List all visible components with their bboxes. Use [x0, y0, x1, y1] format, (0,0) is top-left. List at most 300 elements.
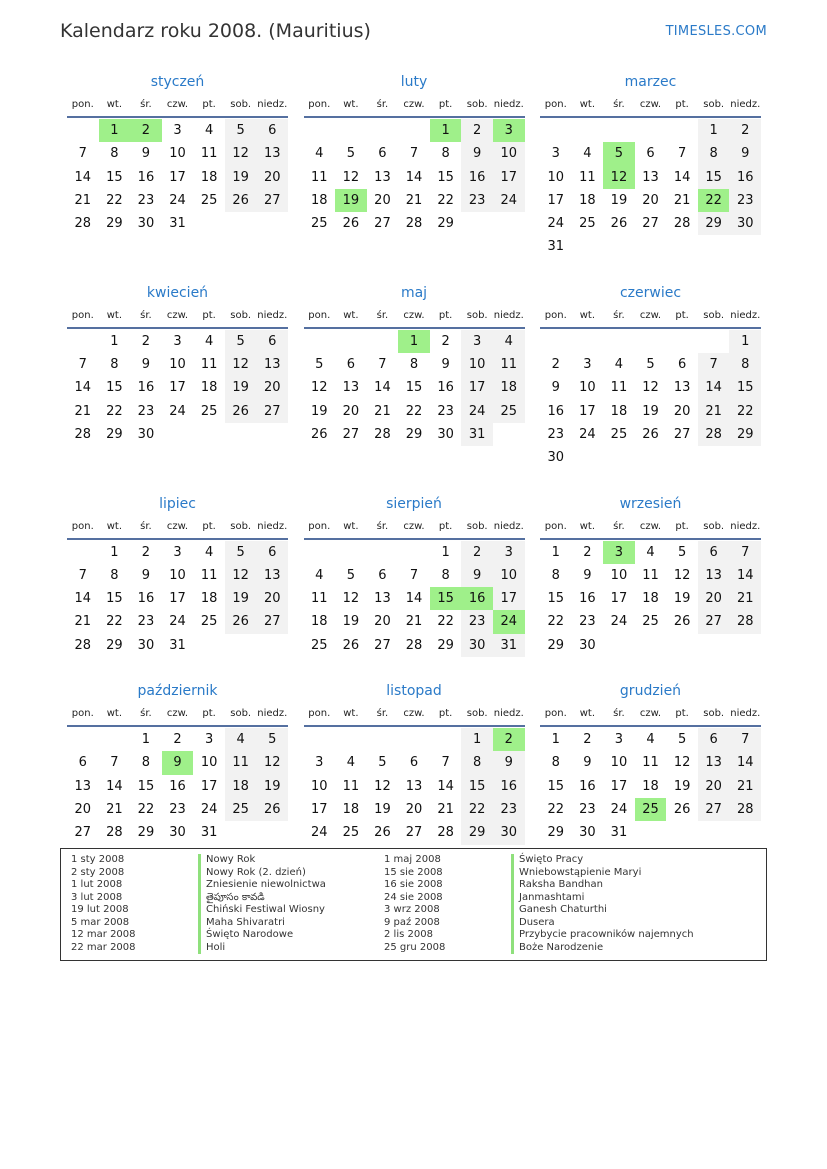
day-cell: 10 [547, 169, 565, 185]
weekday-label: czw. [639, 309, 662, 321]
day-cell: 10 [461, 353, 493, 376]
empty-cell [304, 330, 336, 353]
day-cell: 31 [493, 634, 525, 657]
holiday-name: Ganesh Chaturthi [511, 904, 694, 917]
day-cell: 18 [342, 801, 360, 817]
empty-cell [162, 423, 194, 446]
week-row [540, 798, 761, 821]
day-cell: 20 [698, 775, 730, 798]
day-cell: 18 [579, 192, 596, 208]
day-cell: 16 [137, 591, 155, 607]
holiday-day-cell: 19 [335, 189, 367, 212]
week-row [304, 330, 525, 353]
day-cell: 13 [256, 142, 288, 165]
day-cell: 6 [256, 119, 288, 142]
week-row [540, 400, 761, 423]
weekday-label: czw. [639, 708, 662, 720]
weekday-label: pon. [544, 520, 567, 532]
weekday-label: niedz. [257, 309, 288, 321]
day-cell: 23 [169, 801, 186, 817]
day-cell: 26 [673, 614, 691, 630]
month-row [67, 492, 761, 657]
weekday-label: pt. [438, 99, 453, 110]
empty-cell [335, 728, 367, 751]
day-cell: 2 [729, 119, 761, 142]
month-9 [540, 492, 761, 657]
day-cell: 14 [405, 591, 423, 607]
holiday-day-cell: 1 [99, 119, 131, 142]
empty-cell [225, 821, 257, 844]
day-cell: 10 [493, 142, 525, 165]
week-row [67, 119, 288, 142]
day-cell: 20 [405, 801, 423, 817]
weekday-label: pon. [308, 708, 331, 720]
day-cell: 30 [169, 825, 186, 841]
empty-cell [67, 541, 99, 564]
day-cell: 6 [256, 330, 288, 353]
holiday-date: 12 mar 2008 [71, 929, 136, 940]
day-cell: 7 [78, 357, 87, 373]
day-cell: 15 [405, 380, 423, 396]
empty-cell [99, 728, 131, 751]
day-cell: 26 [342, 637, 360, 653]
weekday-label: sob. [703, 520, 725, 532]
day-cell: 13 [405, 778, 423, 794]
day-cell: 19 [225, 376, 257, 399]
day-cell: 2 [141, 333, 151, 349]
week-row [540, 634, 761, 657]
empty-cell [256, 634, 288, 657]
week-row [540, 423, 761, 446]
weekday-label: niedz. [257, 99, 288, 110]
weekday-label: sob. [466, 708, 488, 720]
month-3 [540, 70, 761, 259]
weekday-label: pt. [675, 99, 689, 110]
day-cell: 25 [610, 426, 628, 442]
day-cell: 21 [729, 587, 761, 610]
weekday-label: pt. [438, 309, 453, 321]
day-cell: 20 [74, 801, 92, 817]
month-name: październik [137, 683, 218, 700]
weekday-label: sob. [466, 309, 488, 321]
day-cell: 6 [698, 728, 730, 751]
weekday-label: niedz. [493, 520, 524, 532]
day-cell: 27 [342, 426, 360, 442]
day-cell: 11 [579, 169, 596, 185]
weekday-label: śr. [376, 99, 389, 110]
holiday-day-cell: 3 [603, 541, 635, 564]
weekday-label: śr. [376, 309, 389, 321]
day-cell: 15 [106, 591, 123, 607]
day-cell: 21 [405, 192, 423, 208]
week-row [304, 376, 525, 399]
day-cell: 25 [200, 192, 218, 208]
weekday-label: pon. [71, 309, 94, 321]
day-cell: 31 [610, 825, 628, 841]
day-cell: 18 [200, 169, 218, 185]
empty-cell [603, 330, 635, 353]
day-cell: 21 [698, 400, 730, 423]
day-cell: 20 [374, 614, 391, 630]
day-cell: 22 [106, 614, 123, 630]
day-cell: 11 [311, 591, 328, 607]
day-cell: 1 [551, 544, 560, 560]
day-cell: 9 [493, 751, 525, 774]
day-cell: 7 [698, 353, 730, 376]
day-cell: 25 [642, 614, 659, 630]
weekday-label: czw. [639, 99, 662, 110]
day-cell: 23 [461, 610, 493, 633]
holiday-name: Zniesienie niewolnictwa [198, 879, 326, 892]
empty-cell [698, 634, 730, 657]
day-cell: 16 [579, 778, 596, 794]
day-cell: 3 [551, 146, 560, 162]
day-cell: 24 [169, 192, 186, 208]
weekday-label: śr. [613, 99, 625, 110]
day-cell: 3 [315, 755, 324, 771]
day-cell: 6 [409, 755, 419, 771]
week-row [304, 189, 525, 212]
weekday-label: pt. [202, 708, 216, 720]
day-cell: 25 [200, 403, 218, 419]
holiday-date: 15 sie 2008 [384, 866, 443, 878]
day-cell: 25 [311, 637, 328, 653]
day-cell: 20 [698, 587, 730, 610]
weekday-label: czw. [403, 708, 425, 720]
holiday-name: Święto Pracy [511, 854, 694, 867]
holiday-day-cell: 1 [430, 119, 462, 142]
day-cell: 13 [374, 591, 391, 607]
day-cell: 21 [106, 801, 123, 817]
weekday-header [304, 703, 525, 727]
empty-cell [666, 821, 698, 844]
weekday-header [67, 703, 288, 727]
weekday-label: wt. [579, 708, 595, 720]
weekday-label: wt. [579, 309, 595, 321]
empty-cell [635, 235, 667, 258]
day-cell: 1 [461, 728, 493, 751]
day-cell: 29 [137, 825, 155, 841]
weekday-label: sob. [466, 520, 488, 532]
month-12 [540, 679, 761, 844]
month-4 [67, 281, 288, 470]
day-cell: 3 [461, 330, 493, 353]
empty-cell [635, 119, 667, 142]
day-cell: 29 [106, 216, 123, 232]
day-cell: 24 [169, 403, 186, 419]
weekday-label: pt. [675, 520, 689, 532]
day-cell: 8 [110, 567, 119, 583]
holiday-name: Przybycie pracowników najemnych [511, 929, 694, 942]
empty-cell [335, 541, 367, 564]
weekday-label: czw. [166, 309, 189, 321]
day-cell: 6 [698, 541, 730, 564]
day-cell: 5 [225, 119, 257, 142]
day-cell: 29 [106, 637, 123, 653]
day-cell: 10 [610, 755, 628, 771]
day-cell: 17 [547, 192, 565, 208]
weekday-label: sob. [703, 99, 725, 110]
day-cell: 25 [225, 798, 257, 821]
holiday-day-cell: 15 [430, 587, 462, 610]
holiday-day-cell: 16 [461, 587, 493, 610]
weekday-label: niedz. [493, 99, 524, 110]
holiday-day-cell: 5 [603, 142, 635, 165]
day-cell: 22 [106, 192, 123, 208]
day-cell: 21 [74, 614, 92, 630]
day-cell: 7 [110, 755, 119, 771]
day-cell: 9 [141, 567, 151, 583]
day-cell: 28 [405, 637, 423, 653]
empty-cell [398, 728, 430, 751]
day-cell: 11 [311, 169, 328, 185]
week-row [67, 751, 288, 774]
weekday-label: niedz. [257, 520, 288, 532]
day-cell: 7 [729, 541, 761, 564]
day-cell: 6 [256, 541, 288, 564]
week-row [67, 564, 288, 587]
week-row [540, 821, 761, 844]
week-row [304, 353, 525, 376]
day-cell: 2 [461, 119, 493, 142]
day-cell: 4 [614, 357, 624, 373]
week-row [540, 212, 761, 235]
week-row [304, 119, 525, 142]
day-cell: 27 [642, 216, 659, 232]
day-cell: 28 [698, 423, 730, 446]
week-row [540, 610, 761, 633]
weekday-label: czw. [166, 708, 189, 720]
day-cell: 13 [256, 564, 288, 587]
day-cell: 6 [78, 755, 87, 771]
holiday-date: 24 sie 2008 [384, 891, 443, 903]
weekday-label: wt. [579, 520, 595, 532]
holiday-name: Wniebowstąpienie Maryi [511, 867, 694, 880]
day-cell: 17 [169, 591, 186, 607]
holiday-day-cell: 9 [162, 751, 194, 774]
day-cell: 3 [173, 333, 182, 349]
day-cell: 11 [200, 567, 218, 583]
day-cell: 12 [225, 142, 257, 165]
day-cell: 18 [642, 591, 659, 607]
day-cell: 11 [342, 778, 360, 794]
day-cell: 1 [698, 119, 730, 142]
week-row [304, 610, 525, 633]
day-cell: 1 [441, 544, 450, 560]
week-row [304, 541, 525, 564]
week-row [67, 142, 288, 165]
day-cell: 12 [225, 564, 257, 587]
month-name: lipiec [159, 495, 196, 512]
day-cell: 29 [106, 426, 123, 442]
holiday-date: 2 lis 2008 [384, 929, 433, 940]
weekday-label: niedz. [257, 708, 288, 720]
empty-cell [335, 330, 367, 353]
day-cell: 12 [225, 353, 257, 376]
day-cell: 13 [698, 564, 730, 587]
holiday-day-cell: 24 [493, 610, 525, 633]
day-cell: 2 [141, 544, 151, 560]
day-cell: 28 [74, 216, 92, 232]
weekday-label: pon. [308, 309, 331, 321]
day-cell: 11 [642, 755, 659, 771]
empty-cell [666, 446, 698, 469]
holiday-day-cell: 22 [698, 189, 730, 212]
month-name: listopad [386, 683, 442, 700]
day-cell: 18 [200, 380, 218, 396]
day-cell: 4 [225, 728, 257, 751]
day-cell: 22 [437, 614, 454, 630]
week-row [67, 728, 288, 751]
day-cell: 14 [729, 564, 761, 587]
day-cell: 4 [493, 330, 525, 353]
day-cell: 13 [74, 778, 92, 794]
day-cell: 13 [342, 380, 360, 396]
month-name: kwiecień [146, 284, 209, 301]
day-cell: 27 [256, 610, 288, 633]
day-cell: 8 [110, 357, 119, 373]
empty-cell [193, 634, 225, 657]
empty-cell [304, 119, 336, 142]
day-cell: 30 [729, 212, 761, 235]
day-cell: 11 [642, 567, 659, 583]
day-cell: 17 [311, 801, 328, 817]
day-cell: 8 [409, 357, 419, 373]
weekday-label: pt. [202, 99, 216, 110]
empty-cell [698, 821, 730, 844]
day-cell: 30 [579, 637, 596, 653]
week-row [540, 189, 761, 212]
day-cell: 21 [405, 614, 423, 630]
day-cell: 26 [642, 426, 659, 442]
day-cell: 16 [137, 169, 155, 185]
day-cell: 28 [673, 216, 691, 232]
day-cell: 8 [441, 146, 450, 162]
day-cell: 3 [493, 541, 525, 564]
day-cell: 29 [437, 637, 454, 653]
week-row [67, 400, 288, 423]
day-cell: 23 [579, 801, 596, 817]
weekday-label: niedz. [730, 99, 761, 110]
day-cell: 14 [673, 169, 691, 185]
day-cell: 21 [74, 192, 92, 208]
day-cell: 18 [311, 192, 328, 208]
day-cell: 16 [729, 166, 761, 189]
day-cell: 22 [106, 403, 123, 419]
weekday-label: niedz. [730, 309, 761, 321]
day-cell: 1 [110, 333, 119, 349]
day-cell: 15 [698, 166, 730, 189]
day-cell: 4 [204, 123, 214, 138]
day-cell: 14 [698, 376, 730, 399]
day-cell: 23 [547, 426, 565, 442]
weekday-label: pt. [438, 708, 453, 720]
day-cell: 21 [437, 801, 454, 817]
day-cell: 21 [729, 775, 761, 798]
week-row [540, 587, 761, 610]
day-cell: 24 [610, 801, 628, 817]
day-cell: 23 [493, 798, 525, 821]
day-cell: 22 [437, 192, 454, 208]
day-cell: 22 [405, 403, 423, 419]
day-cell: 8 [551, 755, 560, 771]
day-cell: 18 [225, 775, 257, 798]
month-name: czerwiec [619, 284, 682, 301]
day-cell: 5 [225, 541, 257, 564]
day-cell: 2 [583, 732, 592, 748]
day-cell: 2 [583, 544, 592, 560]
calendar-grid [67, 70, 761, 867]
day-cell: 8 [729, 353, 761, 376]
day-cell: 8 [461, 751, 493, 774]
day-cell: 12 [642, 380, 659, 396]
empty-cell [304, 541, 336, 564]
empty-cell [225, 634, 257, 657]
day-cell: 5 [378, 755, 387, 771]
weekday-label: śr. [613, 708, 625, 720]
holiday-day-cell: 1 [398, 330, 430, 353]
day-cell: 19 [642, 403, 659, 419]
day-cell: 16 [437, 380, 454, 396]
empty-cell [603, 634, 635, 657]
empty-cell [603, 119, 635, 142]
month-name: sierpień [386, 495, 442, 512]
month-6 [540, 281, 761, 470]
week-row [540, 541, 761, 564]
week-row [67, 587, 288, 610]
day-cell: 7 [78, 146, 87, 162]
empty-cell [430, 728, 462, 751]
month-10 [67, 679, 288, 844]
day-cell: 5 [677, 732, 687, 748]
day-cell: 8 [110, 146, 119, 162]
month-7 [67, 492, 288, 657]
day-cell: 28 [106, 825, 123, 841]
day-cell: 28 [729, 610, 761, 633]
day-cell: 27 [74, 825, 92, 841]
day-cell: 10 [200, 755, 218, 771]
empty-cell [698, 446, 730, 469]
day-cell: 5 [346, 146, 355, 162]
day-cell: 22 [547, 614, 565, 630]
day-cell: 10 [311, 778, 328, 794]
weekday-label: czw. [403, 520, 425, 532]
day-cell: 9 [583, 567, 592, 583]
day-cell: 31 [200, 825, 218, 841]
day-cell: 16 [493, 775, 525, 798]
weekday-header [540, 703, 761, 727]
weekday-header [540, 94, 761, 118]
day-cell: 5 [225, 330, 257, 353]
empty-cell [367, 728, 399, 751]
day-cell: 1 [729, 330, 761, 353]
week-row [540, 446, 761, 469]
brand-link[interactable]: TIMESLES.COM [665, 24, 767, 39]
day-cell: 7 [441, 755, 450, 771]
weekday-label: pon. [544, 309, 567, 321]
day-cell: 29 [437, 216, 454, 232]
week-row [540, 166, 761, 189]
week-row [304, 751, 525, 774]
empty-cell [729, 446, 761, 469]
day-cell: 29 [405, 426, 423, 442]
day-cell: 11 [610, 380, 628, 396]
weekday-label: pt. [202, 309, 216, 321]
day-cell: 2 [441, 333, 450, 349]
weekday-header [304, 305, 525, 329]
day-cell: 27 [405, 825, 423, 841]
weekday-label: pt. [438, 520, 453, 532]
